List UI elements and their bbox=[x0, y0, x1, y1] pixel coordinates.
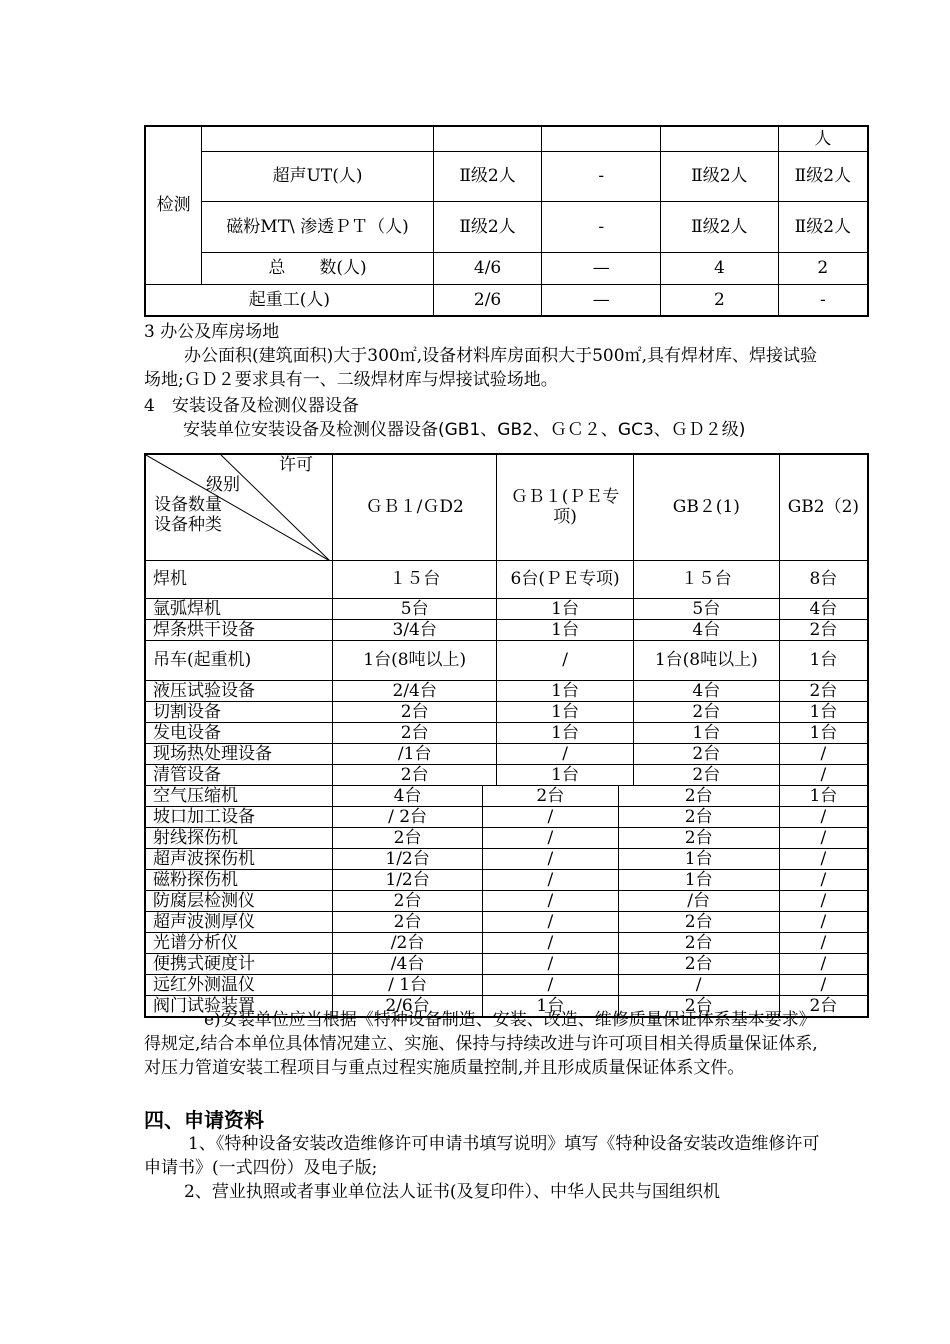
group-label: 检测 bbox=[145, 126, 202, 284]
table-cell: 2 bbox=[778, 252, 868, 284]
table-cell: / bbox=[779, 848, 868, 869]
table-cell: 2台 bbox=[333, 911, 483, 932]
table-cell: - bbox=[542, 201, 661, 252]
table-cell: / bbox=[779, 806, 868, 827]
table-cell: 总 数(人) bbox=[202, 252, 433, 284]
table-cell: 2台 bbox=[333, 827, 483, 848]
table-cell: 2台 bbox=[779, 619, 868, 640]
section-four-heading: 四、申请资料 bbox=[144, 1108, 264, 1132]
table-cell: /1台 bbox=[333, 743, 497, 764]
table-cell: 2台 bbox=[333, 890, 483, 911]
table-cell: Ⅱ级2人 bbox=[433, 201, 542, 252]
equipment-name: 超声波测厚仪 bbox=[145, 911, 333, 932]
equipment-name: 阀门试验装置 bbox=[145, 995, 333, 1017]
table-cell: 1台 bbox=[618, 848, 779, 869]
table-cell: 1台 bbox=[779, 722, 868, 743]
equipment-name: 发电设备 bbox=[145, 722, 333, 743]
equipment-name: 焊机 bbox=[145, 560, 333, 598]
table-cell: 超声UT(人) bbox=[202, 151, 433, 201]
table-cell: Ⅱ级2人 bbox=[661, 151, 779, 201]
table-cell: 2台 bbox=[618, 827, 779, 848]
table-cell: 1台 bbox=[497, 598, 634, 619]
table-cell: 4台 bbox=[633, 680, 779, 701]
table-cell: 2台 bbox=[333, 701, 497, 722]
equipment-name: 空气压缩机 bbox=[145, 785, 333, 806]
table-cell: 2台 bbox=[618, 785, 779, 806]
table-cell: 2/6 bbox=[433, 284, 542, 316]
table-cell: 1台 bbox=[497, 701, 634, 722]
table-cell: — bbox=[542, 252, 661, 284]
equipment-name: 现场热处理设备 bbox=[145, 743, 333, 764]
section4-heading: 4 安装设备及检测仪器设备 bbox=[144, 396, 359, 416]
table-row bbox=[145, 890, 868, 911]
table-cell: 2台 bbox=[618, 953, 779, 974]
table-cell: / bbox=[779, 869, 868, 890]
equipment-name: 磁粉探伤机 bbox=[145, 869, 333, 890]
table-cell: / bbox=[483, 869, 619, 890]
table-cell: / bbox=[779, 911, 868, 932]
diag-label-1: 设备数量 bbox=[154, 495, 222, 515]
table-cell: / bbox=[779, 890, 868, 911]
diag-top-label: 许可 bbox=[279, 455, 313, 475]
equipment-table bbox=[144, 453, 869, 1018]
table-row bbox=[145, 932, 868, 953]
table-cell: 4台 bbox=[333, 785, 483, 806]
equipment-name: 焊条烘干设备 bbox=[145, 619, 333, 640]
apply-item-2: 2、营业执照或者事业单位法人证书(及复印件）、中华人民共与国组织机 bbox=[184, 1182, 720, 1202]
col-header: GB２(1) bbox=[633, 454, 779, 560]
col-header: GB2（2) bbox=[779, 454, 868, 560]
table-cell: 1台 bbox=[497, 680, 634, 701]
table-cell: 1台 bbox=[618, 869, 779, 890]
table-cell: 2台 bbox=[618, 806, 779, 827]
table-row bbox=[145, 701, 868, 722]
table-row bbox=[145, 680, 868, 701]
table-row bbox=[145, 827, 868, 848]
table-row bbox=[145, 785, 868, 806]
table-cell: 1台 bbox=[497, 764, 634, 785]
table-cell: 人 bbox=[778, 126, 868, 151]
table-cell: 1/2台 bbox=[333, 869, 483, 890]
table-cell: 1台 bbox=[497, 722, 634, 743]
equipment-name: 远红外测温仪 bbox=[145, 974, 333, 995]
table-cell: １５台 bbox=[633, 560, 779, 598]
equipment-name: 防腐层检测仪 bbox=[145, 890, 333, 911]
table-cell: Ⅱ级2人 bbox=[778, 151, 868, 201]
table-row bbox=[145, 619, 868, 640]
table-cell: 2台 bbox=[618, 911, 779, 932]
table2-title: 安装单位安装设备及检测仪器设备(GB1、GB2、ＧＣ２、GC3、ＧＤ２级) bbox=[183, 420, 746, 440]
table-cell: Ⅱ级2人 bbox=[778, 201, 868, 252]
equipment-name: 超声波探伤机 bbox=[145, 848, 333, 869]
table-cell: 1台(8吨以上) bbox=[633, 640, 779, 680]
table-cell: 2台 bbox=[779, 680, 868, 701]
table-cell: 2台 bbox=[633, 701, 779, 722]
paragraph-e: e)安装单位应当根据《特种设备制造、安装、改造、维修质量保证体系基本要求》得规定,结合本单位具体情况建立、实施、保持与持续改进与许可项目相关得质量保证体系,对压力管道安装工程项目与重点过程实施质量控制,并且形成质量保证体系文件。 bbox=[144, 1010, 818, 1078]
equipment-name: 液压试验设备 bbox=[145, 680, 333, 701]
table-row bbox=[145, 848, 868, 869]
table-row bbox=[145, 806, 868, 827]
table-cell: / bbox=[483, 890, 619, 911]
equipment-name: 氩弧焊机 bbox=[145, 598, 333, 619]
table-cell: / bbox=[618, 974, 779, 995]
table-row bbox=[145, 911, 868, 932]
section3-paragraph: 办公面积(建筑面积)大于300㎡,设备材料库房面积大于500㎡,具有焊材库、焊接试验场地;ＧＤ２要求具有一、二级焊材库与焊接试验场地。 bbox=[144, 346, 817, 390]
equipment-name: 便携式硬度计 bbox=[145, 953, 333, 974]
table-cell: 2/6台 bbox=[333, 995, 483, 1017]
table-cell: / bbox=[497, 743, 634, 764]
table-cell: 1/2台 bbox=[333, 848, 483, 869]
diagonal-header bbox=[145, 454, 333, 560]
table-cell: 1台 bbox=[483, 995, 619, 1017]
diag-mid-label: 级别 bbox=[206, 475, 240, 495]
table-row bbox=[145, 953, 868, 974]
table-cell: 4 bbox=[661, 252, 779, 284]
table-cell: / bbox=[483, 974, 619, 995]
table-cell: 2台 bbox=[333, 722, 497, 743]
equipment-name: 吊车(起重机) bbox=[145, 640, 333, 680]
equipment-name: 坡口加工设备 bbox=[145, 806, 333, 827]
table-cell bbox=[542, 126, 661, 151]
equipment-name: 光谱分析仪 bbox=[145, 932, 333, 953]
table-cell: 2台 bbox=[483, 785, 619, 806]
table-cell: / bbox=[483, 806, 619, 827]
table-cell: - bbox=[542, 151, 661, 201]
table-cell: 2/4台 bbox=[333, 680, 497, 701]
inspection-personnel-table bbox=[144, 125, 869, 317]
section3-heading: 3 办公及库房场地 bbox=[144, 322, 280, 342]
table-cell: Ⅱ级2人 bbox=[661, 201, 779, 252]
table-cell: 起重工(人) bbox=[145, 284, 433, 316]
table-cell: / bbox=[483, 932, 619, 953]
table-cell: 1台 bbox=[633, 722, 779, 743]
col-header: ＧＢ１/ＧD2 bbox=[333, 454, 497, 560]
table-cell bbox=[433, 126, 542, 151]
table-cell: 1台 bbox=[779, 640, 868, 680]
equipment-name: 射线探伤机 bbox=[145, 827, 333, 848]
table-cell: / bbox=[779, 953, 868, 974]
table-cell: 2台 bbox=[633, 764, 779, 785]
table-cell: 5台 bbox=[633, 598, 779, 619]
table-cell: 磁粉MT\ 渗透ＰＴ（人) bbox=[202, 201, 433, 252]
table-row bbox=[145, 560, 868, 598]
table-cell: 4台 bbox=[779, 598, 868, 619]
table-cell: / 1台 bbox=[333, 974, 483, 995]
table-row bbox=[145, 869, 868, 890]
table-cell: １５台 bbox=[333, 560, 497, 598]
table-cell: 2 bbox=[661, 284, 779, 316]
table-cell: / 2台 bbox=[333, 806, 483, 827]
table-cell: 1台 bbox=[779, 785, 868, 806]
table-cell: / bbox=[483, 953, 619, 974]
apply-item-1: 1、《特种设备安装改造维修许可申请书填写说明》填写《特种设备安装改造维修许可申请书》(一式四份）及电子版; bbox=[144, 1134, 820, 1178]
table-cell: 2台 bbox=[633, 743, 779, 764]
table-cell: /台 bbox=[618, 890, 779, 911]
col-header: ＧＢ１(ＰＥ专项) bbox=[497, 454, 634, 560]
table-cell: / bbox=[779, 827, 868, 848]
table-cell: 1台 bbox=[497, 619, 634, 640]
table-row bbox=[145, 743, 868, 764]
table-cell: 5台 bbox=[333, 598, 497, 619]
table-cell: — bbox=[542, 284, 661, 316]
table-row bbox=[145, 640, 868, 680]
table-cell: /2台 bbox=[333, 932, 483, 953]
table-cell: 4台 bbox=[633, 619, 779, 640]
table-cell: 3/4台 bbox=[333, 619, 497, 640]
table-cell bbox=[661, 126, 779, 151]
table-row bbox=[145, 764, 868, 785]
table-cell: 6台(ＰＥ专项) bbox=[497, 560, 634, 598]
table-cell: - bbox=[778, 284, 868, 316]
diag-label-2: 设备种类 bbox=[154, 515, 222, 535]
table-cell: 1台 bbox=[779, 701, 868, 722]
equipment-name: 切割设备 bbox=[145, 701, 333, 722]
table-cell: 2台 bbox=[618, 995, 779, 1017]
table-row bbox=[145, 974, 868, 995]
table-cell: /4台 bbox=[333, 953, 483, 974]
table-cell bbox=[202, 126, 433, 151]
table-row bbox=[145, 598, 868, 619]
table-cell: 1台(8吨以上) bbox=[333, 640, 497, 680]
table-cell: / bbox=[779, 743, 868, 764]
table-cell: 2台 bbox=[618, 932, 779, 953]
table-cell: Ⅱ级2人 bbox=[433, 151, 542, 201]
table-cell: / bbox=[497, 640, 634, 680]
table-cell: / bbox=[779, 764, 868, 785]
table-row bbox=[145, 722, 868, 743]
table-cell: / bbox=[779, 932, 868, 953]
table-cell: 2台 bbox=[779, 995, 868, 1017]
table-cell: 2台 bbox=[333, 764, 497, 785]
table-cell: / bbox=[779, 974, 868, 995]
equipment-name: 清管设备 bbox=[145, 764, 333, 785]
table-cell: 8台 bbox=[779, 560, 868, 598]
table-cell: 4/6 bbox=[433, 252, 542, 284]
table-cell: / bbox=[483, 827, 619, 848]
table-cell: / bbox=[483, 911, 619, 932]
table-cell: / bbox=[483, 848, 619, 869]
